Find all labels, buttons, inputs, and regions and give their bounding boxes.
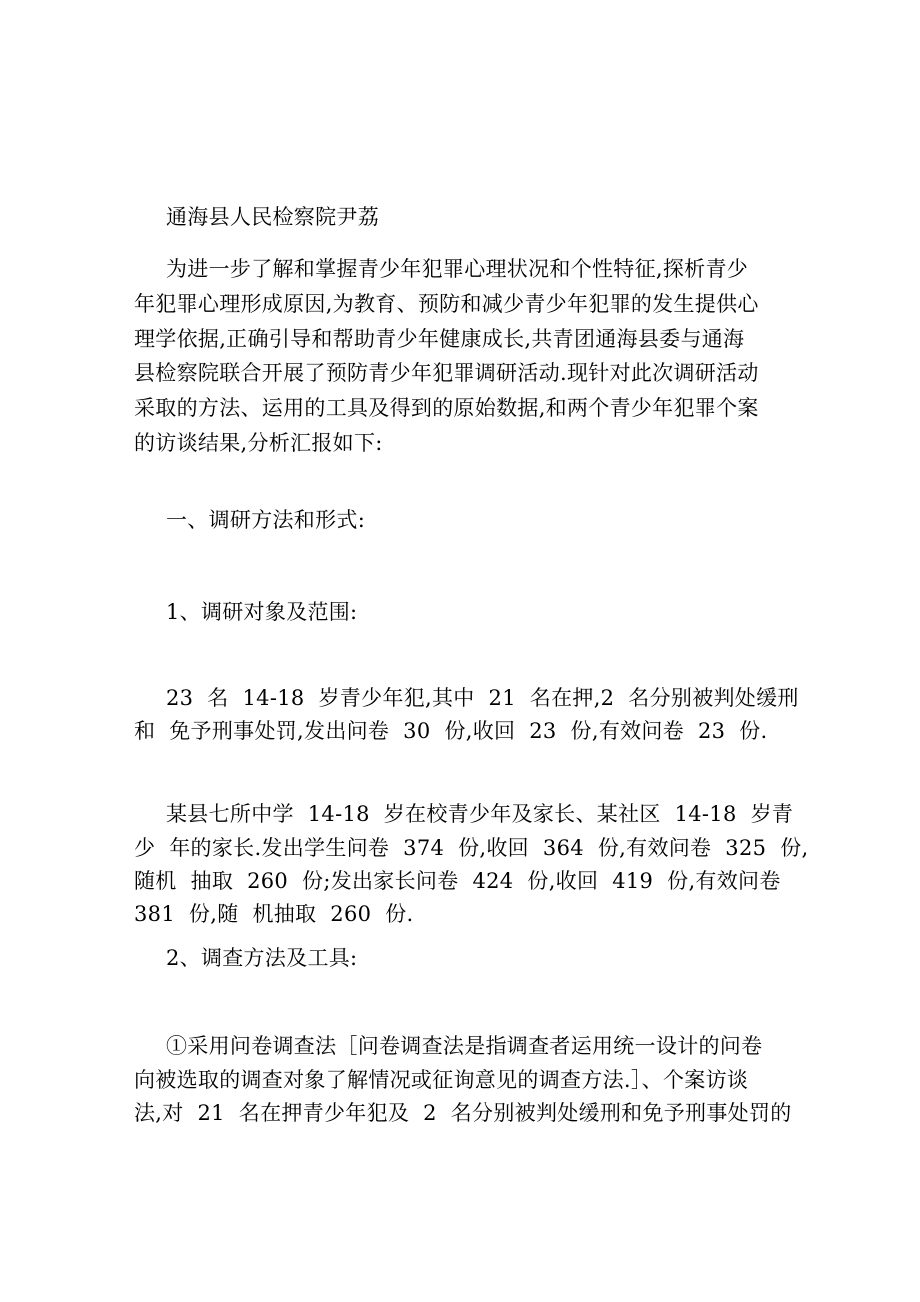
paragraph-line: 理学依据,正确引导和帮助青少年健康成长,共青团通海县委与通海	[134, 327, 745, 351]
paragraph-line: 为进一步了解和掌握青少年犯罪心理状况和个性特征,探析青少	[166, 257, 749, 281]
subsection-heading: 1、调研对象及范围:	[166, 600, 358, 624]
paragraph-line: 县检察院联合开展了预防青少年犯罪调研活动.现针对此次调研活动	[134, 361, 759, 385]
subsection-heading: 2、调查方法及工具:	[166, 946, 358, 970]
paragraph-line: 381 份,随 机抽取 260 份.	[134, 902, 414, 926]
paragraph-line: 向被选取的调查对象了解情况或征询意见的调查方法.］、个案访谈	[134, 1068, 749, 1092]
paragraph-line: ①采用问卷调查法［问卷调查法是指调查者运用统一设计的问卷	[166, 1034, 763, 1058]
paragraph-line: 和 免予刑事处罚,发出问卷 30 份,收回 23 份,有效问卷 23 份.	[134, 719, 768, 743]
paragraph-line: 法,对 21 名在押青少年犯及 2 名分别被判处缓刑和免予刑事处罚的	[134, 1101, 792, 1125]
section-heading: 一、调研方法和形式:	[166, 508, 366, 532]
paragraph-line: 少 年的家长.发出学生问卷 374 份,收回 364 份,有效问卷 325 份,	[134, 836, 809, 860]
paragraph-line: 采取的方法、运用的工具及得到的原始数据,和两个青少年犯罪个案	[134, 396, 759, 420]
paragraph-line: 某县七所中学 14-18 岁在校青少年及家长、某社区 14-18 岁青	[166, 802, 794, 826]
paragraph-line: 年犯罪心理形成原因,为教育、预防和减少青少年犯罪的发生提供心	[134, 292, 759, 316]
paragraph-line: 23 名 14-18 岁青少年犯,其中 21 名在押,2 名分别被判处缓刑	[166, 686, 799, 710]
paragraph-line: 随机 抽取 260 份;发出家长问卷 424 份,收回 419 份,有效问卷	[134, 869, 781, 893]
author-line: 通海县人民检察院尹荔	[166, 205, 379, 229]
paragraph-line: 的访谈结果,分析汇报如下:	[134, 431, 383, 455]
